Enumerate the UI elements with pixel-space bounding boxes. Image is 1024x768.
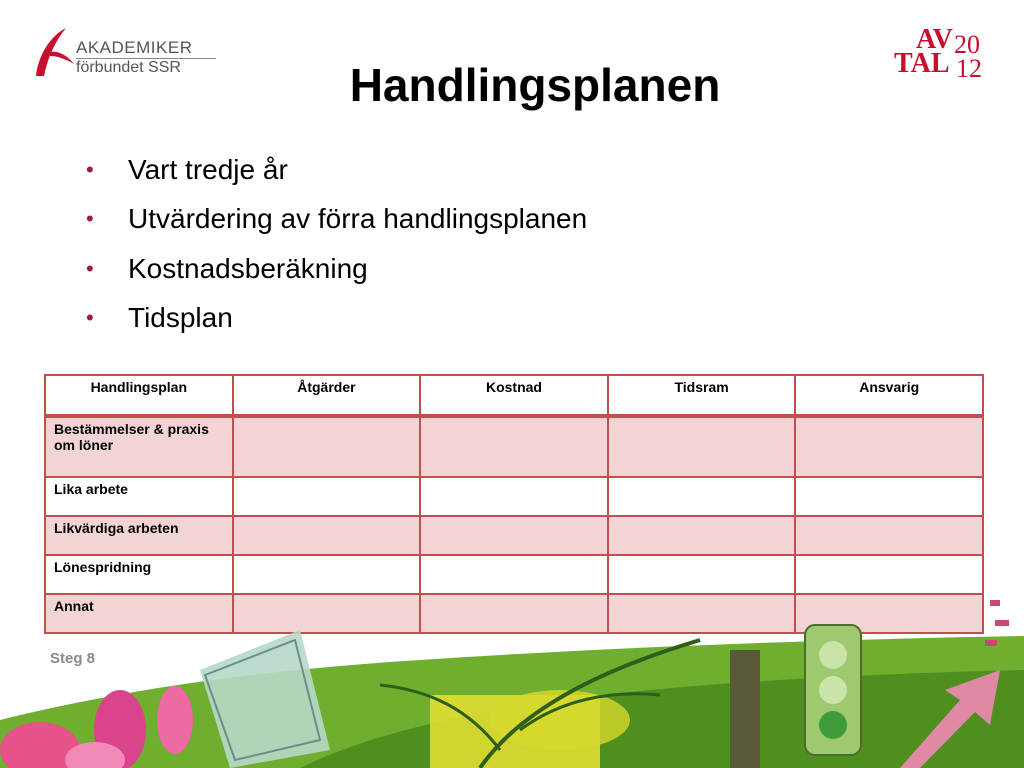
step-label: Steg 8 [50, 650, 96, 667]
table-cell: Annat [45, 594, 233, 633]
table-cell [795, 555, 983, 594]
table-row [45, 416, 983, 477]
table-cell: Bestämmelser & praxis om löner [45, 416, 233, 477]
column-header: Tidsram [608, 375, 796, 416]
logo-year-top: 20 [954, 30, 980, 59]
bullet-text: Vart tredje år [128, 153, 288, 185]
bullet-icon: • [86, 255, 94, 281]
table-cell [608, 555, 796, 594]
table-cell [233, 477, 421, 516]
column-header: Handlingsplan [45, 375, 233, 416]
logo-tal: TAL [894, 48, 950, 79]
bullet-item [86, 294, 587, 344]
column-header: Åtgärder [233, 375, 421, 416]
table-cell [795, 516, 983, 555]
bullet-list [86, 145, 587, 343]
table-cell [233, 516, 421, 555]
table-cell [233, 416, 421, 477]
bullet-item [86, 195, 587, 245]
table-row [45, 555, 983, 594]
table-cell [233, 555, 421, 594]
column-header: Kostnad [420, 375, 608, 416]
bullet-item [86, 244, 587, 294]
table-row [45, 477, 983, 516]
page-title: Handlingsplanen [349, 59, 721, 111]
logo-text-line1: AKADEMIKER [76, 38, 193, 57]
table-header-row [45, 375, 983, 416]
table-cell [420, 477, 608, 516]
bullet-text: Tidsplan [128, 302, 233, 334]
table-cell [608, 416, 796, 477]
column-header: Ansvarig [795, 375, 983, 416]
table-row [45, 516, 983, 555]
bullet-text: Kostnadsberäkning [128, 252, 368, 284]
logo-year-bottom: 12 [956, 54, 982, 83]
table-cell: Lika arbete [45, 477, 233, 516]
table-cell [795, 477, 983, 516]
table-cell [608, 516, 796, 555]
bullet-item [86, 145, 587, 195]
action-plan-table [44, 374, 984, 634]
decorative-collage [0, 600, 1024, 768]
table-cell [420, 416, 608, 477]
table-cell [420, 555, 608, 594]
table-cell: Likvärdiga arbeten [45, 516, 233, 555]
bullet-icon: • [86, 206, 94, 232]
logo-av: AV [916, 24, 953, 55]
table-cell [420, 516, 608, 555]
table-cell [795, 416, 983, 477]
bullet-text: Utvärdering av förra handlingsplanen [128, 203, 588, 235]
table-cell [608, 477, 796, 516]
bullet-icon: • [86, 156, 94, 182]
bullet-icon: • [86, 305, 94, 331]
logo-text-line2: förbundet SSR [76, 59, 181, 76]
table-cell: Lönespridning [45, 555, 233, 594]
